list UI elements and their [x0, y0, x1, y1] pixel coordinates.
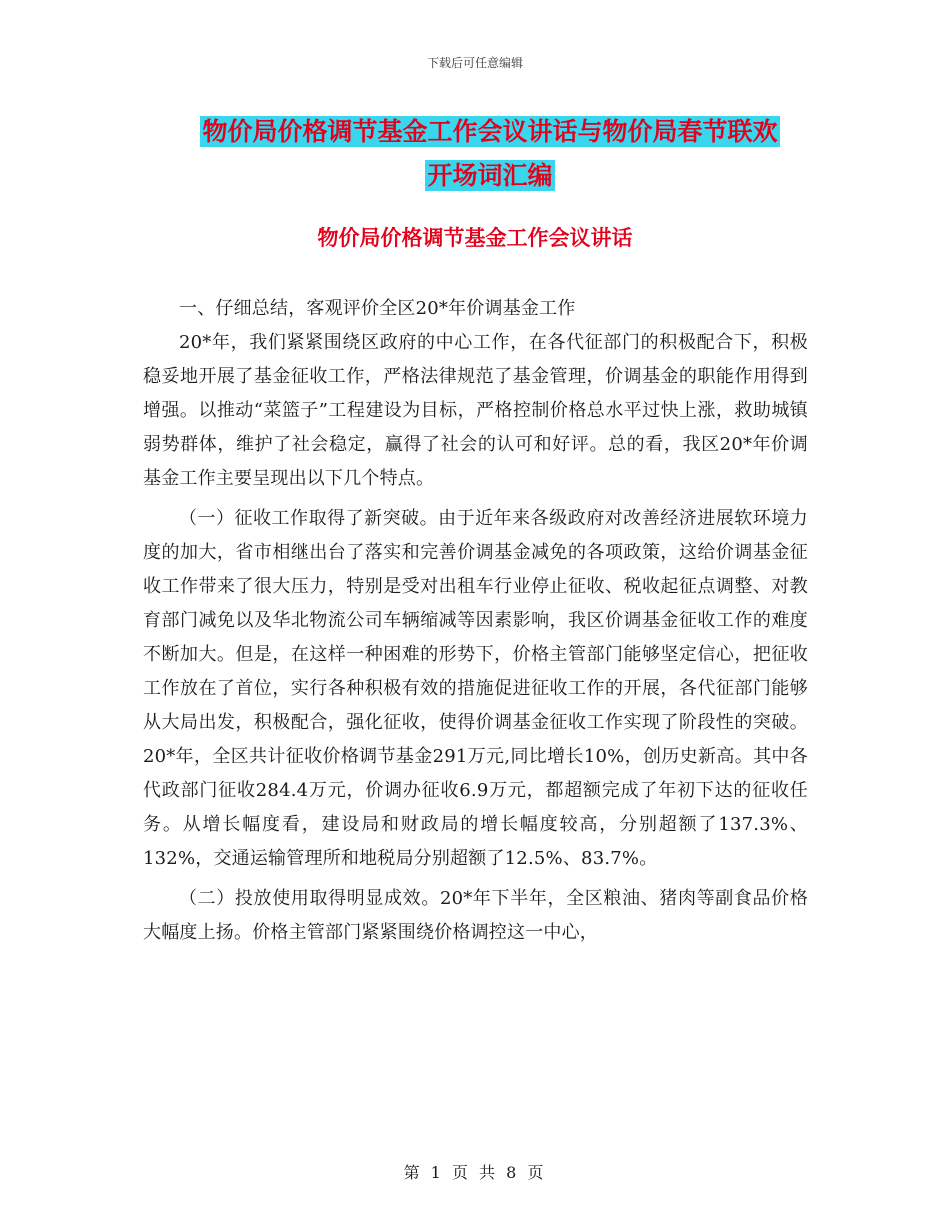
document-title-line-2: 开场词汇编 [427, 161, 553, 190]
document-body [143, 292, 808, 950]
document-title-line-1: 物价局价格调节基金工作会议讲话与物价局春节联欢 [202, 117, 778, 146]
paragraph: （二）投放使用取得明显成效。20*年下半年，全区粮油、猪肉等副食品价格大幅度上扬。价格主管部门紧紧围绕价格调控这一中心， [143, 888, 808, 943]
paragraph-heading: 一、仔细总结，客观评价全区20*年价调基金工作 [179, 298, 576, 319]
document-title [140, 110, 840, 198]
paragraph: 20*年，我们紧紧围绕区政府的中心工作，在各代征部门的积极配合下，积极稳妥地开展了基金征收工作，严格法律规范了基金管理，价调基金的职能作用得到增强。以推动“菜篮子”工程建设为目标，严格控制价格总水平过快上涨，救助城镇弱势群体，维护了社会稳定，赢得了社会的认可和好评。总的看，我区20*年价调基金工作主要呈现出以下几个特点。 [143, 332, 808, 489]
section-title: 物价局价格调节基金工作会议讲话 [317, 226, 633, 250]
paragraph: （一）征收工作取得了新突破。由于近年来各级政府对改善经济进展软环境力度的加大，省市相继出台了落实和完善价调基金减免的各项政策，这给价调基金征收工作带来了很大压力，特别是受对出租车行业停止征收、税收起征点调整、对教育部门减免以及华北物流公司车辆缩减等因素影响，我区价调基金征收工作的难度不断加大。但是，在这样一种困难的形势下，价格主管部门能够坚定信心，把征收工作放在了首位，实行各种积极有效的措施促进征收工作的开展，各代征部门能够从大局出发，积极配合，强化征收，使得价调基金征收工作实现了阶段性的突破。20*年，全区共计征收价格调节基金291万元,同比增长10%，创历史新高。其中各代政部门征收284.4万元，价调办征收6.9万元，都超额完成了年初下达的征收任务。从增长幅度看，建设局和财政局的增长幅度较高，分别超额了137.3%、132%，交通运输管理所和地税局分别超额了12.5%、83.7%。 [143, 508, 808, 869]
header-note: 下载后可任意编辑 [426, 56, 523, 70]
page-footer: 第 1 页 共 8 页 [403, 1163, 547, 1182]
